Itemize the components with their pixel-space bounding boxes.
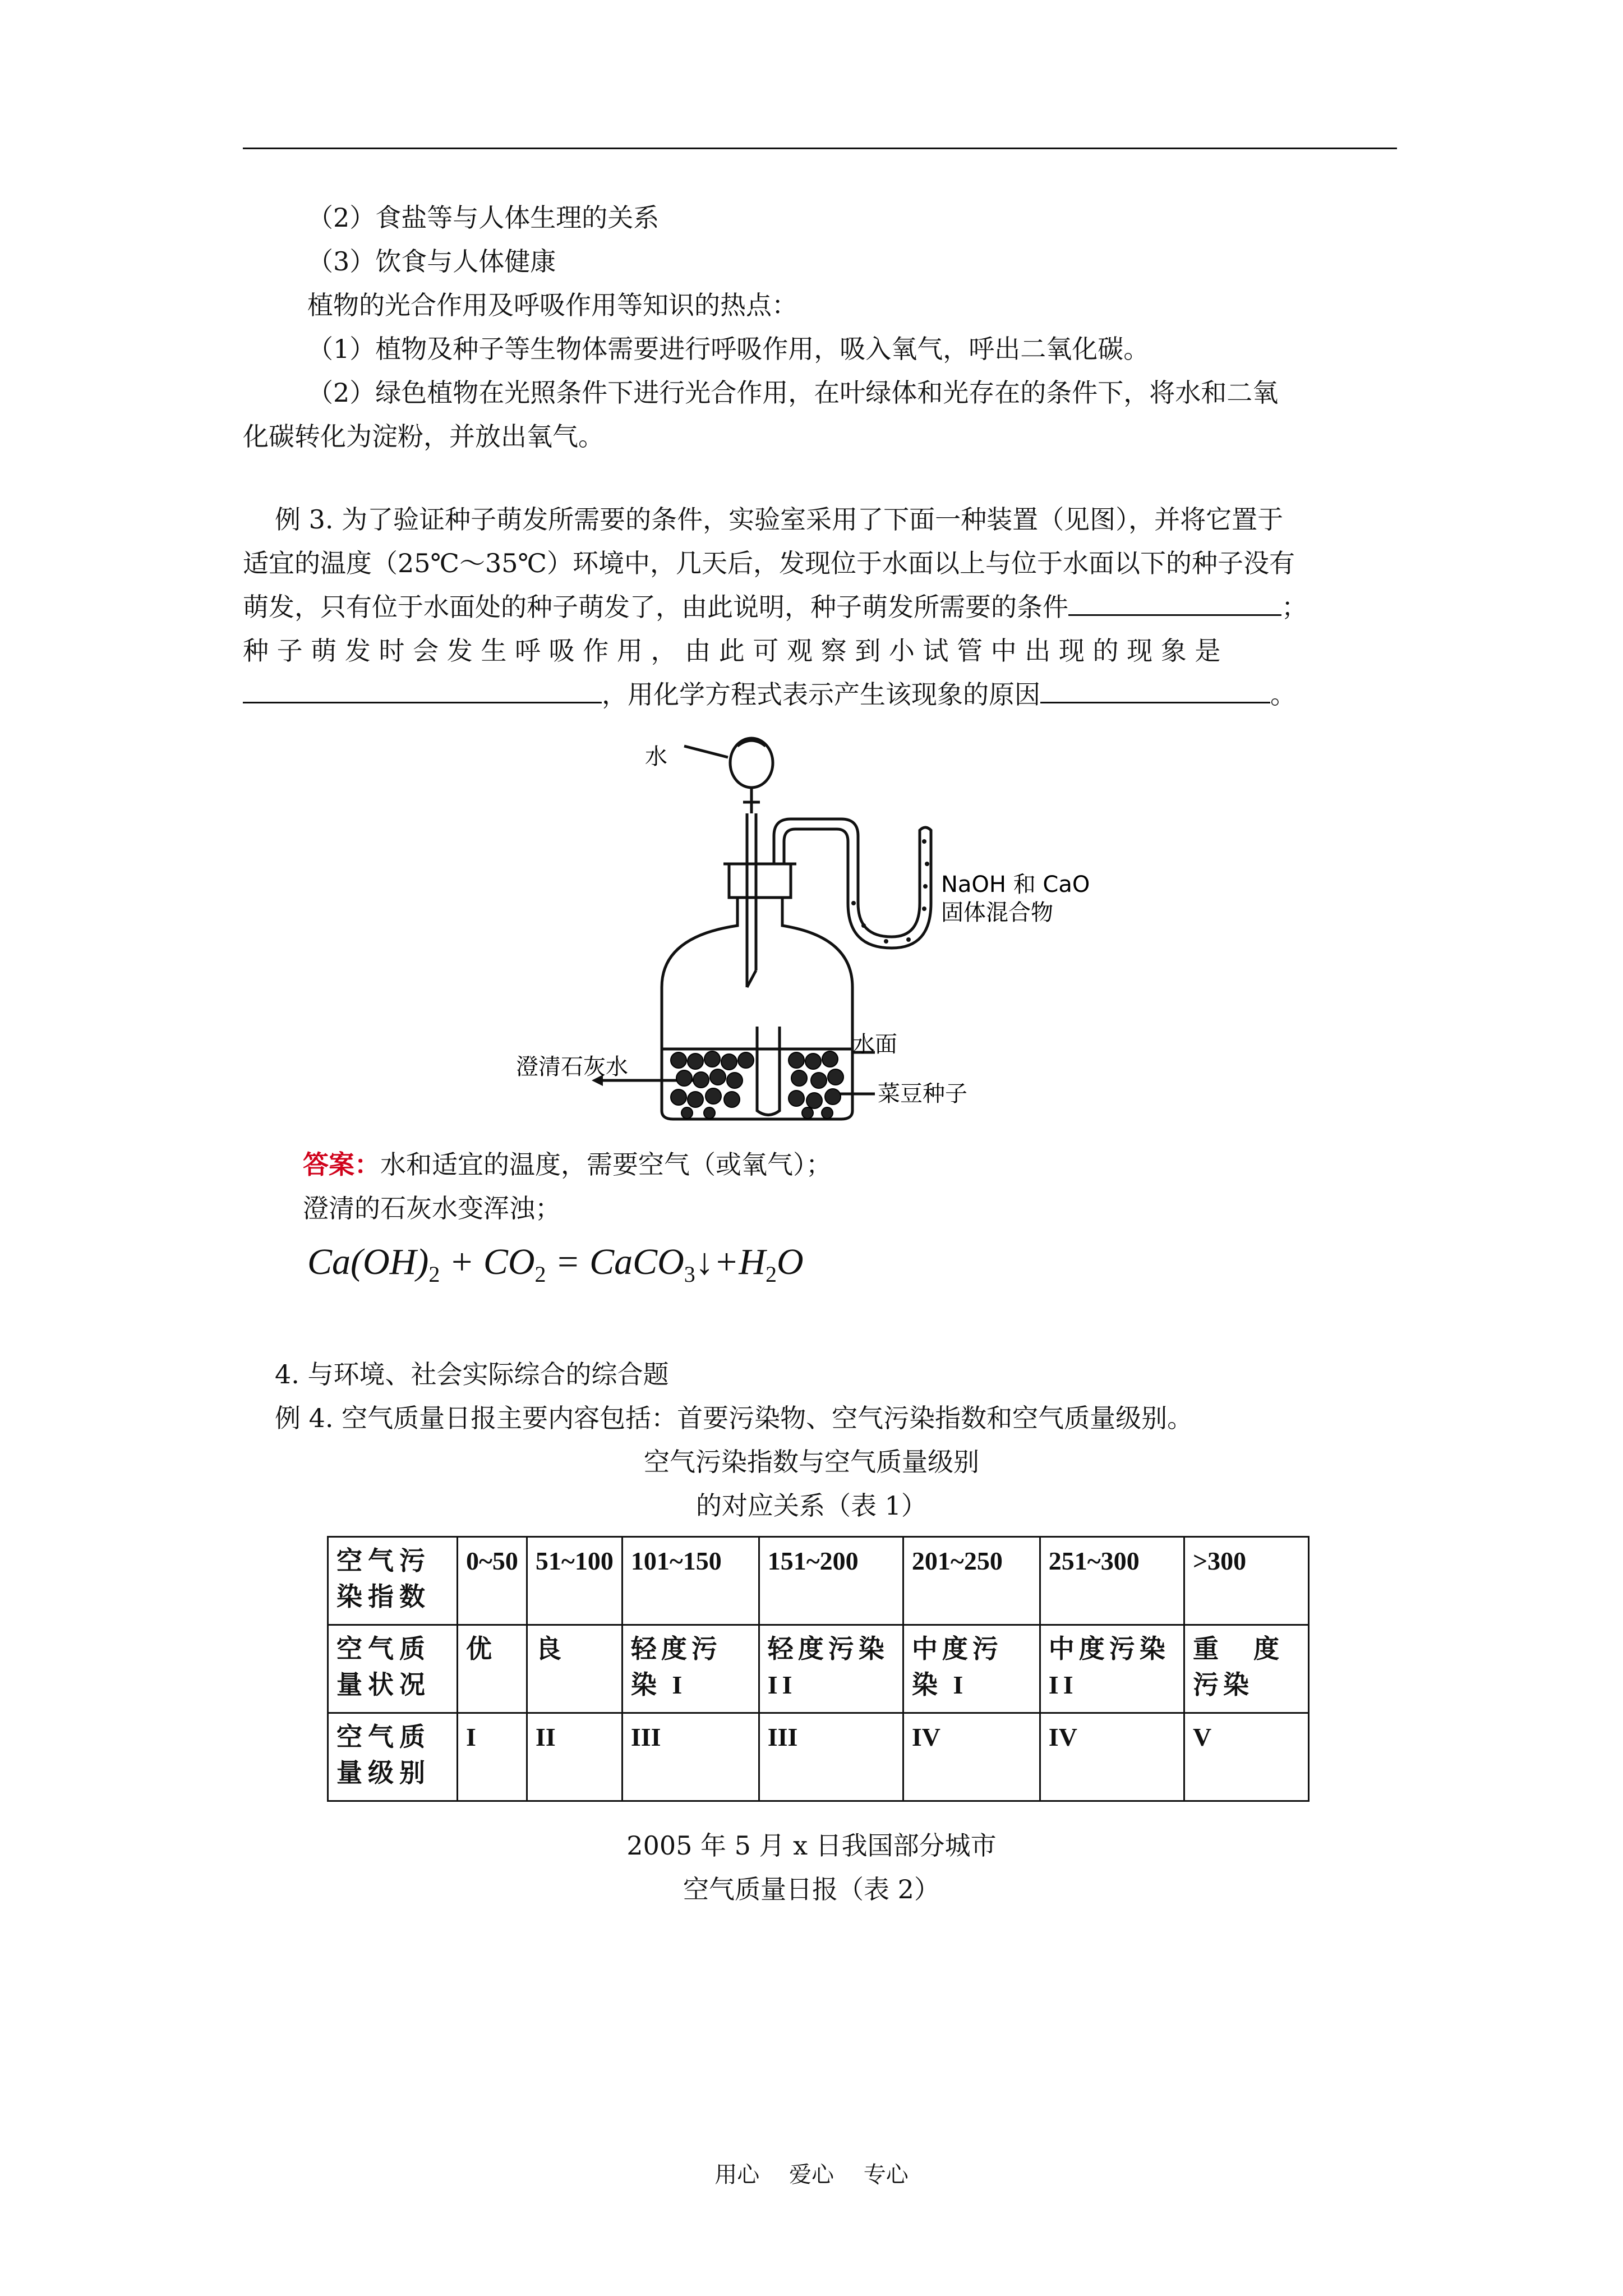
answer-label: 答案： (303, 1149, 380, 1180)
table-cell: 轻度污染 II (759, 1625, 903, 1713)
example3-line1: 例 3. 为了验证种子萌发所需要的条件，实验室采用了下面一种装置（见图），并将它置于 (275, 504, 1284, 535)
table-cell: 0~50 (458, 1537, 527, 1625)
row-header-level: 空气质量级别 (328, 1713, 458, 1801)
eq-sub-3: 3 (684, 1262, 695, 1287)
table-cell: III (622, 1713, 759, 1801)
eq-sub-1: 2 (428, 1262, 440, 1287)
photosynthesis-heading: 植物的光合作用及呼吸作用等知识的热点： (307, 290, 797, 320)
table-cell: >300 (1184, 1537, 1308, 1625)
header-rule (243, 148, 1397, 149)
row-header-status: 空气质量状况 (328, 1625, 458, 1713)
table-cell: II (527, 1713, 622, 1801)
example4-text: 例 4. 空气质量日报主要内容包括：首要污染物、空气污染指数和空气质量级别。 (275, 1403, 1193, 1433)
table-cell: 重 度污染 (1184, 1625, 1308, 1713)
eq-sub-4: 2 (766, 1262, 777, 1287)
label-bean-seeds: 菜豆种子 (878, 1081, 967, 1107)
label-water-surface: 水面 (852, 1032, 897, 1057)
table-cell: 轻度污染 I (622, 1625, 759, 1713)
answer-line-1 (303, 1148, 832, 1181)
page-footer: 用心 爱心 专心 (714, 2162, 909, 2188)
table-cell: III (759, 1713, 903, 1801)
eq-carbon-dioxide: + CO (440, 1241, 535, 1282)
table-cell: 中度污染 II (1040, 1625, 1184, 1713)
eq-water: +H (713, 1241, 766, 1282)
eq-sub-2: 2 (534, 1262, 546, 1287)
answer-blank-2[interactable] (243, 679, 602, 703)
label-naoh-cao: NaOH 和 CaO (941, 872, 1090, 898)
example3-line3-end: ； (1281, 592, 1307, 622)
example3-line3-text: 萌发，只有位于水面处的种子萌发了，由此说明，种子萌发所需要的条件 (243, 592, 1068, 622)
intro-item-2: （2）食盐等与人体生理的关系 (307, 203, 660, 233)
answer-line-2: 澄清的石灰水变浑浊； (303, 1193, 561, 1223)
example3-line3 (243, 590, 1307, 624)
table-cell: 151~200 (759, 1537, 903, 1625)
table-row (328, 1537, 1309, 1625)
answer-text-1: 水和适宜的温度，需要空气（或氧气）； (380, 1149, 832, 1180)
table-cell: IV (903, 1713, 1040, 1801)
photosynthesis-point-2a: （2）绿色植物在光照条件下进行光合作用，在叶绿体和光存在的条件下，将水和二氧 (307, 378, 1279, 408)
table-cell: V (1184, 1713, 1308, 1801)
label-water: 水 (645, 744, 667, 770)
example3-line4: 种 子 萌 发 时 会 发 生 呼 吸 作 用 ， 由 此 可 观 察 到 小 试 管 中 出 现 的 现 象 是 (243, 636, 1221, 666)
row-header-index: 空气污染指数 (328, 1537, 458, 1625)
table-cell: 良 (527, 1625, 622, 1713)
example3-line5 (243, 678, 1296, 711)
air-quality-table (327, 1536, 1310, 1802)
table-cell: 201~250 (903, 1537, 1040, 1625)
label-limewater: 澄清石灰水 (516, 1054, 628, 1080)
example3-line5-text: ，用化学方程式表示产生该现象的原因 (602, 679, 1040, 710)
table-cell: 51~100 (527, 1537, 622, 1625)
table2-title-line2: 空气质量日报（表 2） (683, 1874, 940, 1904)
table-cell: 中度污染 I (903, 1625, 1040, 1713)
example3-line2: 适宜的温度（25℃～35℃）环境中，几天后，发现位于水面以上与位于水面以下的种子没有 (243, 548, 1295, 578)
chemical-equation (307, 1240, 804, 1297)
intro-item-3: （3）饮食与人体健康 (307, 246, 556, 277)
table-row (328, 1625, 1309, 1713)
table2-title-line1: 2005 年 5 月 x 日我国部分城市 (626, 1830, 997, 1861)
eq-oxygen: O (777, 1241, 804, 1282)
photosynthesis-point-2b: 化碳转化为淀粉，并放出氧气。 (243, 421, 604, 452)
answer-blank-3[interactable] (1040, 679, 1270, 703)
table-row (328, 1713, 1309, 1801)
table1-title-line2: 的对应关系（表 1） (696, 1490, 927, 1521)
eq-calcium-carbonate: = CaCO (546, 1241, 684, 1282)
table-cell: I (458, 1713, 527, 1801)
table1-title-line1: 空气污染指数与空气质量级别 (644, 1447, 979, 1477)
example3-line5-end: 。 (1270, 679, 1296, 710)
table-cell: 251~300 (1040, 1537, 1184, 1625)
precipitate-arrow-icon: ↓ (695, 1241, 714, 1282)
table-cell: IV (1040, 1713, 1184, 1801)
experiment-apparatus-figure (516, 724, 1133, 1128)
answer-blank-1[interactable] (1068, 592, 1281, 616)
table-cell: 优 (458, 1625, 527, 1713)
label-solid-mixture: 固体混合物 (941, 900, 1053, 926)
photosynthesis-point-1: （1）植物及种子等生物体需要进行呼吸作用，吸入氧气，呼出二氧化碳。 (307, 334, 1150, 364)
table-cell: 101~150 (622, 1537, 759, 1625)
eq-calcium-hydroxide: Ca(OH) (307, 1241, 429, 1282)
section4-heading: 4. 与环境、社会实际综合的综合题 (275, 1359, 669, 1389)
